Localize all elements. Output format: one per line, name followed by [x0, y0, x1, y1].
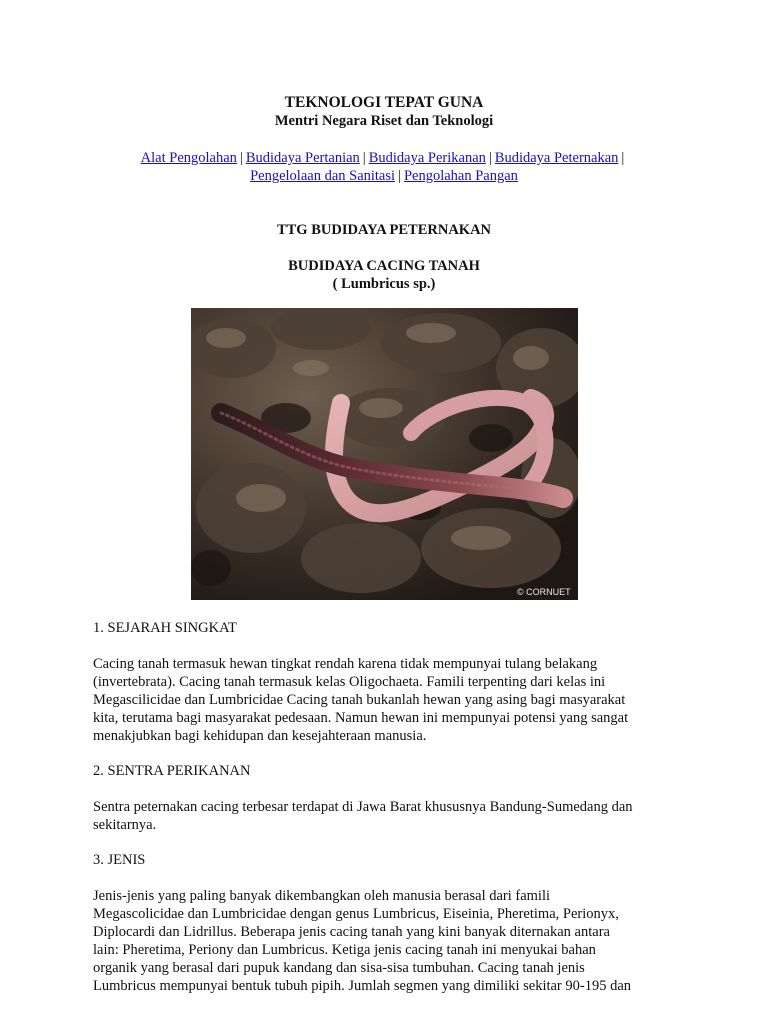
nav-separator: | — [398, 168, 401, 184]
section-2-body — [93, 798, 683, 834]
paragraph-line: sekitarnya. — [93, 817, 157, 833]
nav-link-budidaya-perikanan[interactable]: Budidaya Perikanan — [368, 150, 486, 166]
paragraph-line: Cacing tanah termasuk hewan tingkat rendah karena tidak mempunyai tulang belakang — [93, 656, 598, 672]
article-title: BUDIDAYA CACING TANAH — [288, 258, 480, 274]
nav-link-budidaya-pertanian[interactable]: Budidaya Pertanian — [245, 150, 360, 166]
nav-link-pengolahan-pangan[interactable]: Pengolahan Pangan — [403, 168, 518, 184]
paragraph-line: Jenis-jenis yang paling banyak dikembangkan oleh manusia berasal dari famili — [93, 888, 551, 904]
page-title: TEKNOLOGI TEPAT GUNA — [284, 94, 484, 111]
nav-link-pengelolaan-sanitasi[interactable]: Pengelolaan dan Sanitasi — [250, 168, 396, 184]
section-1 — [93, 619, 683, 637]
nav-link-alat-pengolahan[interactable]: Alat Pengolahan — [140, 150, 237, 166]
category-nav — [100, 149, 668, 185]
paragraph-line: Megascilicidae dan Lumbricidae Cacing tanah bukanlah hewan yang asing bagi masyarakat — [93, 692, 626, 708]
photo-credit: © CORNUET — [517, 587, 571, 597]
paragraph-line: lain: Pheretima, Periony dan Lumbricus. Ketiga jenis cacing tanah ini menyukai bahan — [93, 942, 596, 958]
paragraph-line: Lumbricus mempunyai bentuk tubuh pipih. Jumlah segmen yang dimiliki sekitar 90-195 dan — [93, 978, 632, 994]
section-heading: TTG BUDIDAYA PETERNAKAN — [276, 222, 492, 238]
nav-separator: | — [488, 150, 492, 166]
paragraph-line: kita, terutama bagi masyarakat pedesaan. Namun hewan ini mempunyai potensi yang sangat — [93, 710, 629, 726]
nav-separator: | — [621, 150, 625, 166]
section-3-heading: 3. JENIS — [93, 852, 146, 868]
section-2-heading: 2. SENTRA PERIKANAN — [93, 763, 251, 779]
article-subtitle: ( Lumbricus sp.) — [332, 276, 436, 292]
nav-separator: | — [362, 150, 366, 166]
page-subtitle: Mentri Negara Riset dan Teknologi — [274, 113, 494, 129]
section-1-body — [93, 655, 683, 745]
paragraph-line: Sentra peternakan cacing terbesar terdapat di Jawa Barat khususnya Bandung-Sumedang dan — [93, 799, 633, 815]
paragraph-line: Megascolicidae dan Lumbricidae dengan genus Lumbricus, Eiseinia, Pheretima, Perionyx, — [93, 906, 619, 922]
section-2 — [93, 762, 683, 780]
nav-separator: | — [239, 150, 243, 166]
paragraph-line: Diplocardi dan Lidrillus. Beberapa jenis cacing tanah yang kini banyak diternakan antara — [93, 924, 610, 940]
paragraph-line: (invertebrata). Cacing tanah termasuk kelas Oligochaeta. Famili terpenting dari kelas ini — [93, 674, 606, 690]
paragraph-line: organik yang berasal dari pupuk kandang dan sisa-sisa tumbuhan. Cacing tanah jenis — [93, 960, 585, 976]
section-3 — [93, 851, 683, 869]
section-1-heading: 1. SEJARAH SINGKAT — [93, 620, 237, 636]
nav-link-budidaya-peternakan[interactable]: Budidaya Peternakan — [494, 150, 619, 166]
paragraph-line: menakjubkan bagi kehidupan dan kesejahteraan manusia. — [93, 728, 427, 744]
section-3-body — [93, 887, 683, 995]
earthworm-photo — [191, 308, 578, 600]
